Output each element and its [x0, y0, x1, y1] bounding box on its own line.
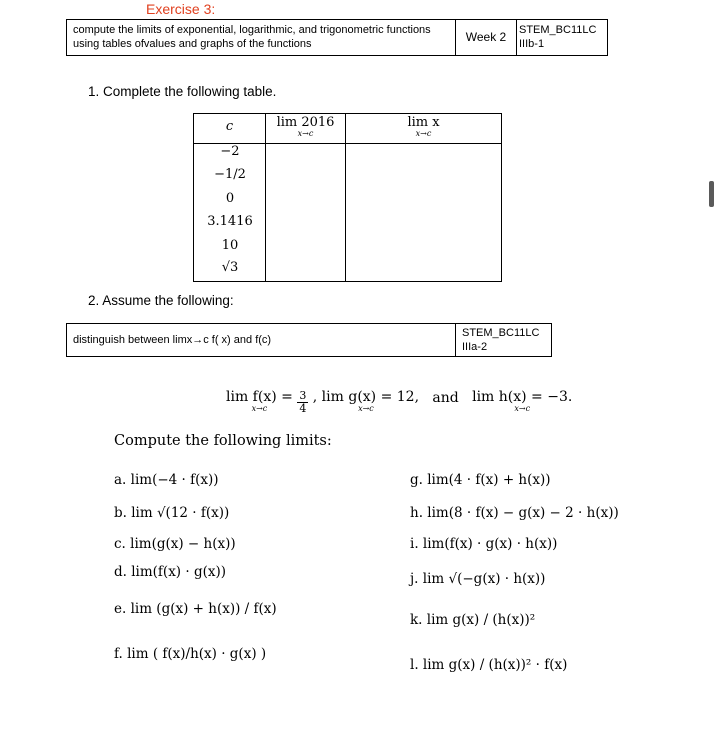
c-value: 10 — [221, 238, 239, 253]
code-line-1: STEM_BC11LC — [519, 24, 597, 36]
header-lim-x: lim x x→c — [407, 115, 440, 138]
question-1: 1. Complete the following table. — [88, 84, 277, 99]
header-lim-2016: lim 2016 x→c — [276, 115, 335, 138]
given-limits: lim f(x) = x→c $\frac{3}{4}$ , lim g(x) = 12, x→c and lim h(x) = −3. x→c — [226, 389, 573, 415]
limit-item-c: c. lim(g(x) − h(x)) — [114, 536, 236, 552]
c-value: −2 — [220, 144, 240, 159]
question-2: 2. Assume the following: — [88, 293, 234, 308]
competency-text: compute the limits of exponential, logarithmic, and trigonometric functions using tables ofvalues and graphs of the functions — [67, 20, 456, 55]
limit-item-h: h. lim(8 · f(x) − g(x) − 2 · h(x)) — [410, 505, 619, 521]
header-c: c — [225, 119, 234, 134]
competency-code — [516, 20, 608, 55]
code-line-1: STEM_BC11LC — [462, 327, 540, 339]
limit-item-b: b. lim √(12 · f(x)) — [114, 505, 230, 521]
scrollbar-thumb[interactable] — [709, 181, 714, 207]
c-value: 3.1416 — [207, 214, 253, 229]
week-label: Week 2 — [456, 20, 517, 55]
limit-item-e: e. lim (g(x) + h(x)) / f(x) — [114, 601, 277, 617]
limits-table — [193, 113, 502, 282]
competency-code — [456, 324, 552, 356]
limit-item-i: i. lim(f(x) · g(x) · h(x)) — [410, 536, 558, 552]
limit-item-a: a. lim(−4 · f(x)) — [114, 472, 219, 488]
competency-header-1 — [66, 19, 608, 56]
code-line-2: IIIb-1 — [519, 38, 545, 50]
competency-header-2 — [66, 323, 552, 357]
limit-item-l: l. lim g(x) / (h(x))² · f(x) — [410, 657, 568, 673]
c-value: 0 — [225, 191, 235, 206]
code-line-2: IIIa-2 — [462, 341, 488, 353]
limit-item-g: g. lim(4 · f(x) + h(x)) — [410, 472, 551, 488]
exercise-title: Exercise 3: — [146, 1, 216, 17]
competency-text: distinguish between limx→c f( x) and f(c) — [67, 324, 456, 356]
limit-item-j: j. lim √(−g(x) · h(x)) — [410, 571, 546, 587]
limit-item-k: k. lim g(x) / (h(x))² — [410, 612, 536, 628]
c-value: −1/2 — [214, 167, 246, 182]
limit-item-f: f. lim ( f(x)/h(x) · g(x) ) — [114, 646, 267, 662]
limit-item-d: d. lim(f(x) · g(x)) — [114, 564, 227, 580]
compute-instruction: Compute the following limits: — [114, 433, 332, 449]
c-value: √3 — [221, 260, 239, 275]
